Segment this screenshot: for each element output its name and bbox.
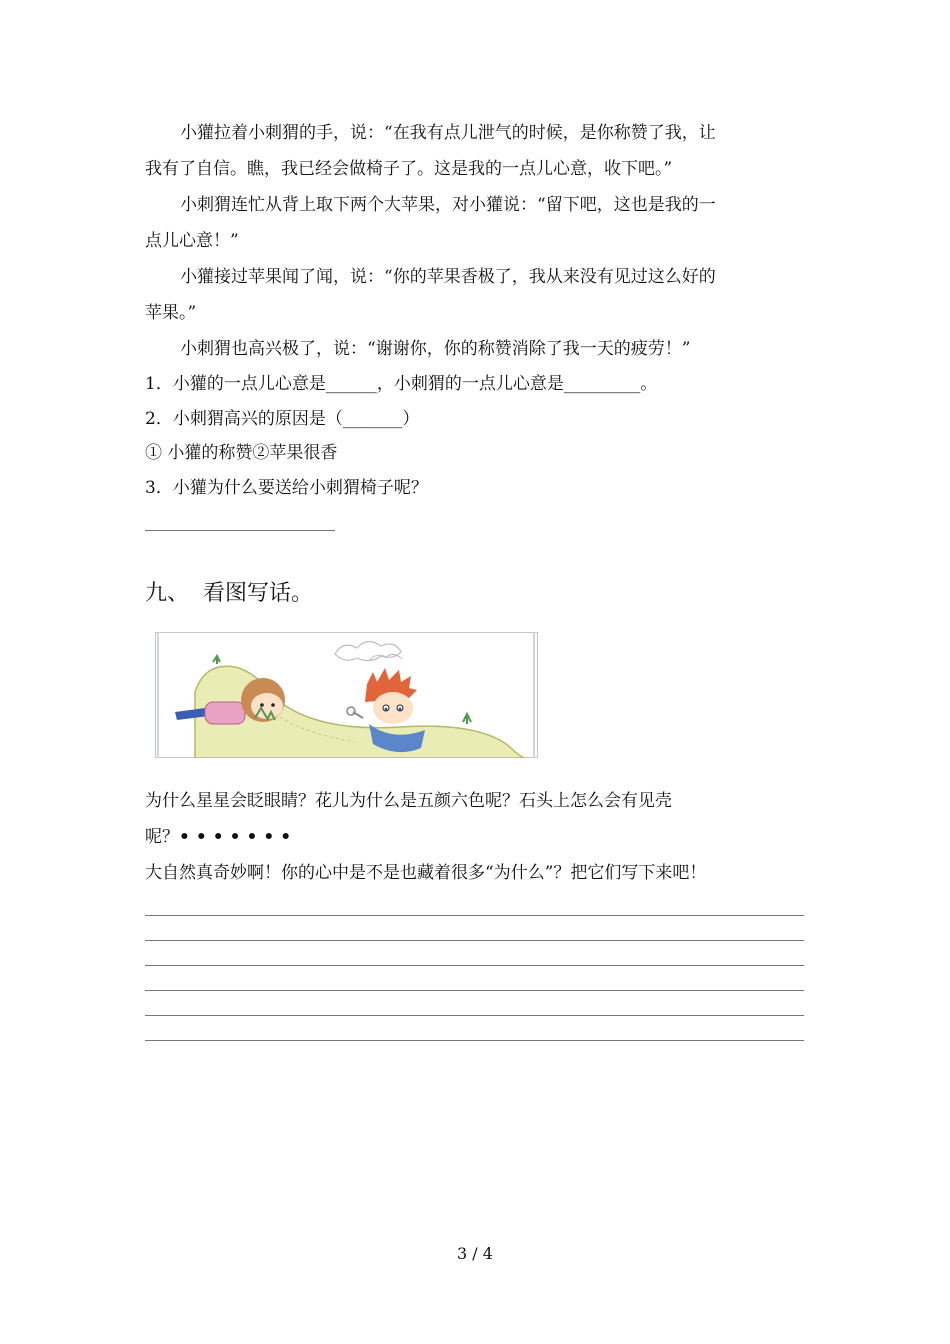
ellipsis-dots: •••••••	[179, 827, 298, 847]
writing-line-5[interactable]	[145, 1015, 804, 1016]
story-paragraph-1-line-2: 我有了自信。瞧，我已经会做椅子了。这是我的一点儿心意，收下吧。”	[145, 159, 673, 179]
page-number: 3 / 4	[457, 1244, 493, 1263]
section-9-title: 看图写话。	[203, 581, 314, 606]
section-9-heading	[145, 580, 313, 608]
story-paragraph-4-line-1: 小刺猬也高兴极了，说：“谢谢你，你的称赞消除了我一天的疲劳！”	[180, 339, 691, 359]
story-paragraph-3-line-2: 苹果。”	[145, 303, 197, 323]
writing-prompt-line-2-text: 呢？	[145, 827, 179, 847]
writing-line-2[interactable]	[145, 940, 804, 941]
question-2: 2．小刺猬高兴的原因是（_______）	[145, 409, 420, 429]
story-paragraph-1-line-1: 小獾拉着小刺猬的手，说：“在我有点儿泄气的时候，是你称赞了我，让	[180, 123, 716, 143]
story-paragraph-3-line-1: 小獾接过苹果闻了闻，说：“你的苹果香极了，我从来没有见过这么好的	[180, 267, 716, 287]
story-paragraph-2-line-2: 点儿心意！”	[145, 231, 239, 251]
question-1: 1．小獾的一点儿心意是______，小刺猬的一点儿心意是_________。	[145, 374, 658, 394]
writing-line-1[interactable]	[145, 915, 804, 916]
writing-line-4[interactable]	[145, 990, 804, 991]
writing-prompt-line-3: 大自然真奇妙啊！你的心中是不是也藏着很多“为什么”？把它们写下来吧！	[145, 863, 707, 883]
story-paragraph-2-line-1: 小刺猬连忙从背上取下两个大苹果，对小獾说：“留下吧，这也是我的一	[180, 195, 716, 215]
question-3-answer-line	[145, 530, 335, 531]
question-3: 3．小獾为什么要送给小刺猬椅子呢？	[145, 478, 428, 498]
writing-line-6[interactable]	[145, 1040, 804, 1041]
question-2-options: ① 小獾的称赞②苹果很香	[145, 443, 338, 463]
writing-prompt-line-2	[145, 826, 297, 848]
children-lying-on-hill-illustration	[155, 632, 538, 758]
section-9-number: 九、	[145, 581, 190, 606]
writing-prompt-line-1: 为什么星星会眨眼睛？花儿为什么是五颜六色呢？石头上怎么会有见壳	[145, 791, 672, 811]
writing-line-3[interactable]	[145, 965, 804, 966]
